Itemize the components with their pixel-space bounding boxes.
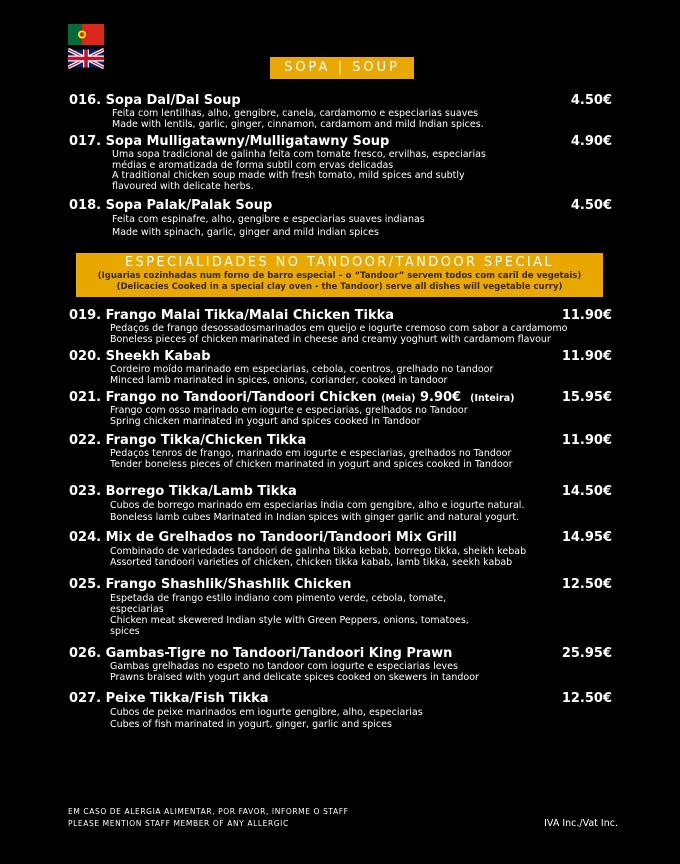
- item-description: Frango com osso marinado em iogurte e especiarias, grelhados no Tandoor Spring chicken marinated in yogurt and spices cooked in Tandoor: [110, 405, 468, 427]
- item-description: Cubos de peixe marinados em iogurte gengibre, alho, especiarias Cubes of fish marinated in yogurt, ginger, garlic and spices: [110, 707, 423, 730]
- item-price: 4.50€: [570, 93, 612, 108]
- item-title: 018. Sopa Palak/Palak Soup: [69, 198, 273, 213]
- item-title: 016. Sopa Dal/Dal Soup: [69, 93, 241, 108]
- section-title-tandoor: ESPECIALIDADES NO TANDOOR/TANDOOR SPECIAL: [124, 255, 555, 270]
- half-portion-label: (Meia): [381, 393, 416, 404]
- vat-notice: IVA Inc./Vat Inc.: [544, 818, 618, 829]
- item-description: Feita com espinafre, alho, gengibre e especiarias suaves indianas Made with spinach, garlic, ginger and mild indian spices: [112, 214, 425, 238]
- item-title: 019. Frango Malai Tikka/Malai Chicken Tikka: [69, 308, 395, 323]
- item-description: Pedaços de frango desossadosmarinados em queijo e iogurte cremoso com sabor a cardamomo Boneless pieces of chicken marinated in cheese and creamy yoghurt with cardamom flavour: [110, 323, 568, 345]
- item-description: Pedaços tenros de frango, marinado em iogurte e especiarias, grelhados no Tandoor Tender boneless pieces of chicken marinated in yogurt and spices cooked in Tandoor: [110, 448, 513, 470]
- item-title: 027. Peixe Tikka/Fish Tikka: [69, 691, 269, 706]
- item-title: 025. Frango Shashlik/Shashlik Chicken: [69, 577, 352, 592]
- item-description: Espetada de frango estilo indiano com pimento verde, cebola, tomate, especiarias Chicken meat skewered Indian style with Green Peppers, onions, tomatoes, spices: [110, 593, 469, 637]
- section-subtitle-en: (Delicacies Cooked in a special clay oven - the Tandoor) serve all dishes will vegetable curry): [116, 282, 563, 292]
- section-title-soup: SOPA | SOUP: [284, 60, 400, 75]
- item-title: 022. Frango Tikka/Chicken Tikka: [69, 433, 307, 448]
- allergy-notice-en: PLEASE MENTION STAFF MEMBER OF ANY ALLERGIC: [68, 819, 289, 828]
- item-title: 026. Gambas-Tigre no Tandoori/Tandoori King Prawn: [69, 646, 453, 661]
- allergy-notice: [68, 806, 349, 830]
- item-price: 11.90€: [561, 433, 612, 448]
- item-description: Gambas grelhadas no espeto no tandoor com iogurte e especiarias leves Prawns braised with yogurt and delicate spices cooked on skewers in tandoor: [110, 661, 479, 683]
- item-price: 11.90€: [561, 308, 612, 323]
- item-price: 4.90€: [570, 134, 612, 149]
- item-price: 11.90€: [561, 349, 612, 364]
- section-banner-tandoor: [76, 253, 603, 297]
- uk-flag-icon: [68, 48, 104, 69]
- half-portion-price: 9.90€: [419, 390, 462, 405]
- item-title: 021. Frango no Tandoori/Tandoori Chicken (Meia) 9.90€ (Inteira): [69, 390, 515, 405]
- item-title: 020. Sheekh Kabab: [69, 349, 211, 364]
- section-banner-soup: [270, 57, 414, 79]
- item-price: 15.95€: [561, 390, 612, 405]
- item-title: 017. Sopa Mulligatawny/Mulligatawny Soup: [69, 134, 390, 149]
- item-price: 12.50€: [561, 577, 612, 592]
- item-description: Cubos de borrego marinado em especiarias Índia com gengibre, alho e iogurte natural. Boneless lamb cubes Marinated in Indian spices with ginger garlic and natural yogurt.: [110, 500, 525, 523]
- item-description: Uma sopa tradicional de galinha feita com tomate fresco, ervilhas, especiarias médias e aromatizada de forma subtil com ervas delicadas A traditional chicken soup made with fresh tomato, mild spices and subtly flavoured with delicate herbs.: [112, 149, 486, 192]
- allergy-notice-pt: EM CASO DE ALERGIA ALIMENTAR, POR FAVOR, INFORME O STAFF: [68, 807, 349, 816]
- portugal-flag-icon: [68, 24, 104, 45]
- item-description: Combinado de variedades tandoori de galinha tikka kebab, borrego tikka, sheikh kebab Assorted tandoori varieties of chicken, chicken tikka kabab, lamb tikka, seekh kabab: [110, 546, 527, 568]
- item-price: 14.95€: [561, 530, 612, 545]
- item-description: Feita com lentilhas, alho, gengibre, canela, cardamomo e especiarias suaves Made with lentils, garlic, ginger, cinnamon, cardamom and mild Indian spices.: [112, 108, 484, 130]
- item-price: 14.50€: [561, 484, 612, 499]
- item-title: 023. Borrego Tikka/Lamb Tikka: [69, 484, 297, 499]
- section-subtitle-pt: (Iguarias cozinhadas num forno de barro especial – o “Tandoor” servem todos com caril de vegetais): [97, 271, 582, 281]
- item-price: 4.50€: [570, 198, 612, 213]
- item-price: 25.95€: [561, 646, 612, 661]
- item-title: 024. Mix de Grelhados no Tandoori/Tandoori Mix Grill: [69, 530, 457, 545]
- item-price: 12.50€: [561, 691, 612, 706]
- item-description: Cordeiro moído marinado em especiarias, cebola, coentros, grelhado no tandoor Minced lamb marinated in spices, onions, coriander, cooked in tandoor: [110, 364, 494, 386]
- whole-portion-label: (Inteira): [470, 393, 515, 404]
